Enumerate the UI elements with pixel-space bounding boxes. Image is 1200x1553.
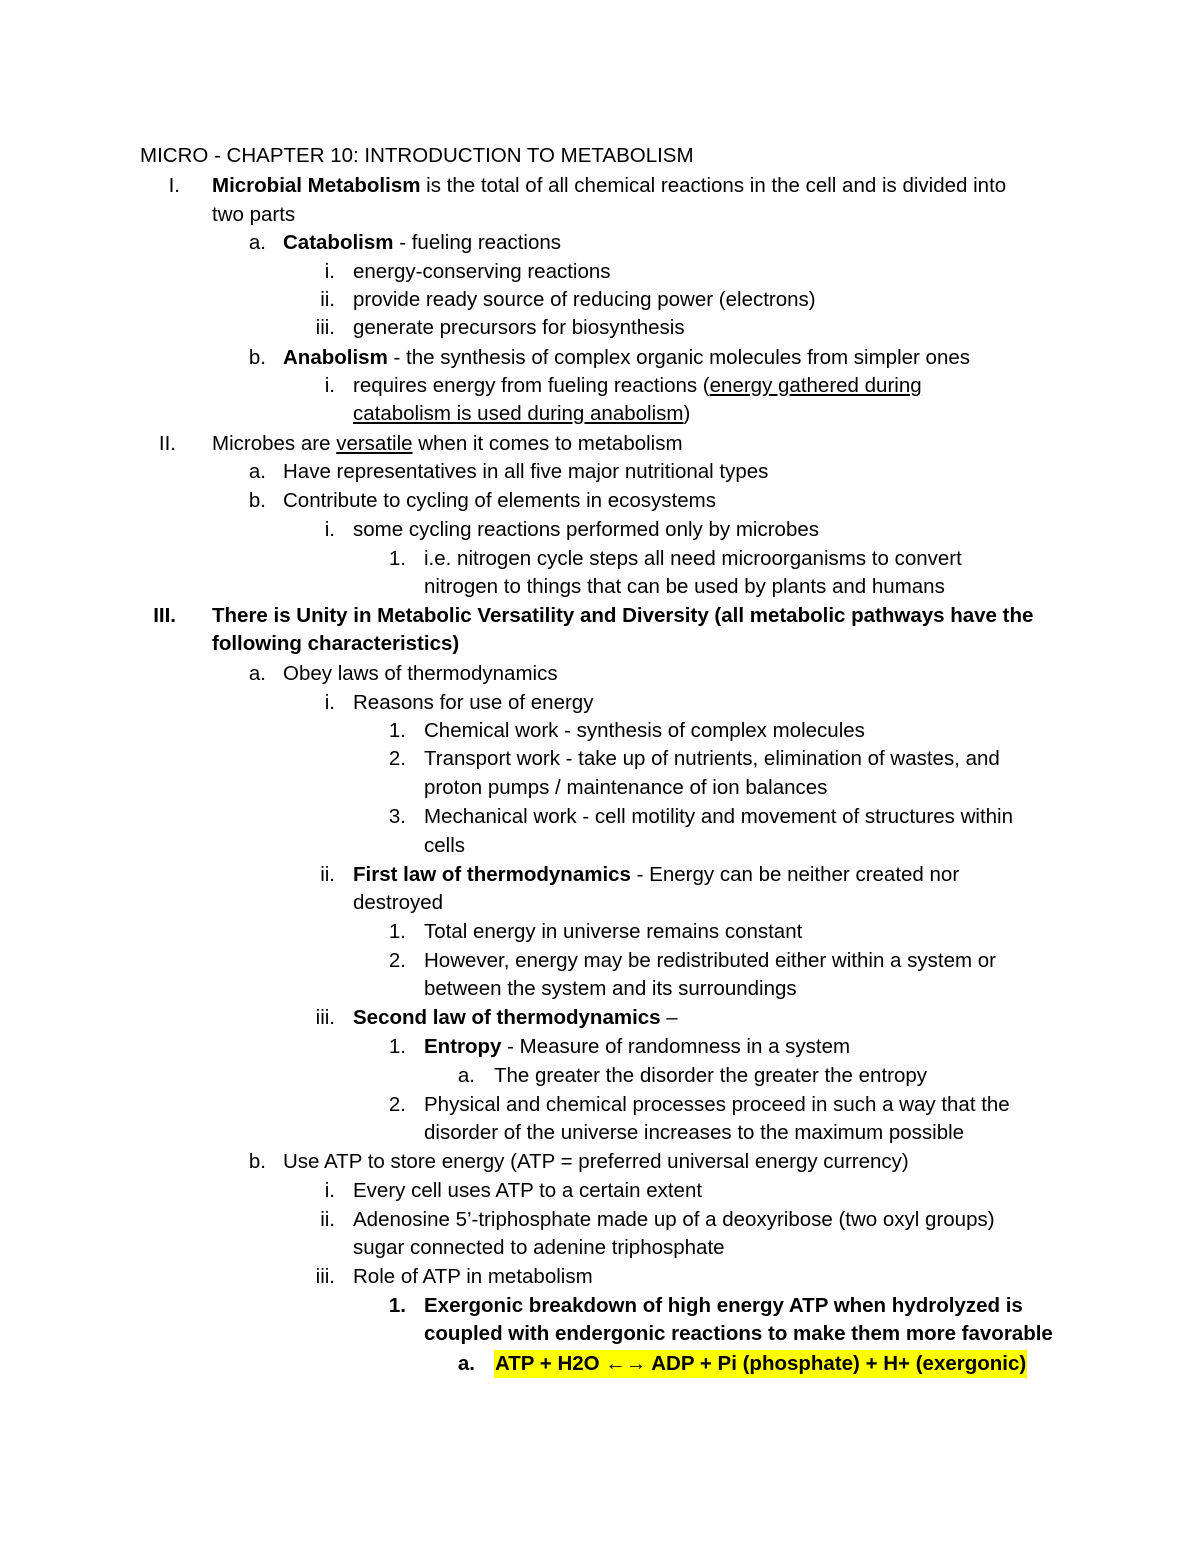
- underlined-text: versatile: [336, 432, 413, 455]
- text: Adenosine 5’-triphosphate made up of a deoxyribose (two oxyl groups): [353, 1208, 995, 1231]
- text: requires energy from fueling reactions (: [353, 374, 710, 397]
- text: Transport work - take up of nutrients, elimination of wastes, and: [424, 747, 1000, 770]
- text: ): [683, 402, 691, 425]
- text: when it comes to metabolism: [412, 432, 683, 455]
- marker: iii.: [315, 1006, 335, 1029]
- marker: 1.: [388, 1035, 406, 1058]
- text: There is Unity in Metabolic Versatility and Diversity (all metabolic pathways have the: [212, 604, 1034, 627]
- text-continuation: disorder of the universe increases to the maximum possible: [424, 1121, 965, 1144]
- text-continuation: proton pumps / maintenance of ion balances: [424, 776, 828, 799]
- underlined-text: catabolism is used during anabolism: [353, 402, 684, 425]
- marker: iii.: [315, 316, 335, 339]
- marker: 2.: [388, 1093, 406, 1116]
- marker: i.: [324, 374, 335, 397]
- marker: b.: [248, 346, 266, 369]
- text: Contribute to cycling of elements in ecosystems: [283, 489, 716, 512]
- marker: I.: [168, 174, 180, 197]
- text: - Energy can be neither created nor: [630, 863, 960, 886]
- term-second-law: Second law of thermodynamics: [353, 1006, 661, 1029]
- text: Mechanical work - cell motility and movement of structures within: [424, 805, 1014, 828]
- text: Role of ATP in metabolism: [353, 1265, 593, 1288]
- marker: a.: [248, 231, 266, 254]
- marker: i.: [324, 1179, 335, 1202]
- text: Have representatives in all five major nutritional types: [283, 460, 769, 483]
- term-anabolism: Anabolism: [283, 346, 388, 369]
- marker: ii.: [320, 1208, 335, 1231]
- marker: 1.: [388, 719, 406, 742]
- text: generate precursors for biosynthesis: [353, 316, 685, 339]
- text-continuation: [353, 400, 690, 428]
- marker: iii.: [315, 1265, 335, 1288]
- page-title: MICRO - CHAPTER 10: INTRODUCTION TO METABOLISM: [140, 144, 694, 167]
- text: provide ready source of reducing power (electrons): [353, 288, 816, 311]
- marker: III.: [153, 604, 176, 627]
- text: - Measure of randomness in a system: [501, 1035, 851, 1058]
- term-catabolism: Catabolism: [283, 231, 394, 254]
- text: Reasons for use of energy: [353, 691, 594, 714]
- marker: a.: [248, 662, 266, 685]
- text: Total energy in universe remains constant: [424, 920, 803, 943]
- term-entropy: Entropy: [424, 1035, 502, 1058]
- text: i.e. nitrogen cycle steps all need microorganisms to convert: [424, 547, 962, 570]
- text-continuation: following characteristics): [212, 632, 460, 655]
- marker: ii.: [320, 863, 335, 886]
- term-microbial-metabolism: Microbial Metabolism: [212, 174, 421, 197]
- text: The greater the disorder the greater the entropy: [494, 1064, 928, 1087]
- text: Microbes are: [212, 432, 337, 455]
- marker: a.: [457, 1352, 475, 1375]
- text: However, energy may be redistributed either within a system or: [424, 949, 996, 972]
- marker: b.: [248, 489, 266, 512]
- text-continuation: between the system and its surroundings: [424, 977, 797, 1000]
- text: Physical and chemical processes proceed in such a way that the: [424, 1093, 1010, 1116]
- marker: 2.: [388, 949, 406, 972]
- text: is the total of all chemical reactions in the cell and is divided into: [420, 174, 1007, 197]
- marker: b.: [248, 1150, 266, 1173]
- text: Exergonic breakdown of high energy ATP when hydrolyzed is: [424, 1294, 1023, 1317]
- marker: II.: [158, 432, 176, 455]
- text-continuation: two parts: [212, 203, 296, 226]
- text: Use ATP to store energy (ATP = preferred universal energy currency): [283, 1150, 909, 1173]
- text-continuation: coupled with endergonic reactions to make them more favorable: [424, 1322, 1053, 1345]
- text: Chemical work - synthesis of complex molecules: [424, 719, 865, 742]
- marker: i.: [324, 518, 335, 541]
- text: - the synthesis of complex organic molecules from simpler ones: [387, 346, 971, 369]
- text-continuation: destroyed: [353, 891, 444, 914]
- marker: 3.: [388, 805, 406, 828]
- marker: 1.: [388, 920, 406, 943]
- marker: i.: [324, 260, 335, 283]
- marker: 1.: [388, 1294, 406, 1317]
- text: some cycling reactions performed only by microbes: [353, 518, 819, 541]
- text: Obey laws of thermodynamics: [283, 662, 558, 685]
- text: Every cell uses ATP to a certain extent: [353, 1179, 703, 1202]
- term-first-law: First law of thermodynamics: [353, 863, 631, 886]
- marker: 1.: [388, 547, 406, 570]
- text-continuation: cells: [424, 834, 466, 857]
- marker: ii.: [320, 288, 335, 311]
- text-continuation: sugar connected to adenine triphosphate: [353, 1236, 725, 1259]
- marker: i.: [324, 691, 335, 714]
- marker: 2.: [388, 747, 406, 770]
- marker: a.: [248, 460, 266, 483]
- text: - fueling reactions: [393, 231, 562, 254]
- underlined-text: energy gathered during: [709, 374, 922, 397]
- marker: a.: [457, 1064, 475, 1087]
- text: energy-conserving reactions: [353, 260, 611, 283]
- text: –: [660, 1006, 678, 1029]
- highlighted-equation: ATP + H2O ←→ ADP + Pi (phosphate) + H+ (exergonic): [494, 1350, 1027, 1378]
- text-continuation: nitrogen to things that can be used by plants and humans: [424, 575, 945, 598]
